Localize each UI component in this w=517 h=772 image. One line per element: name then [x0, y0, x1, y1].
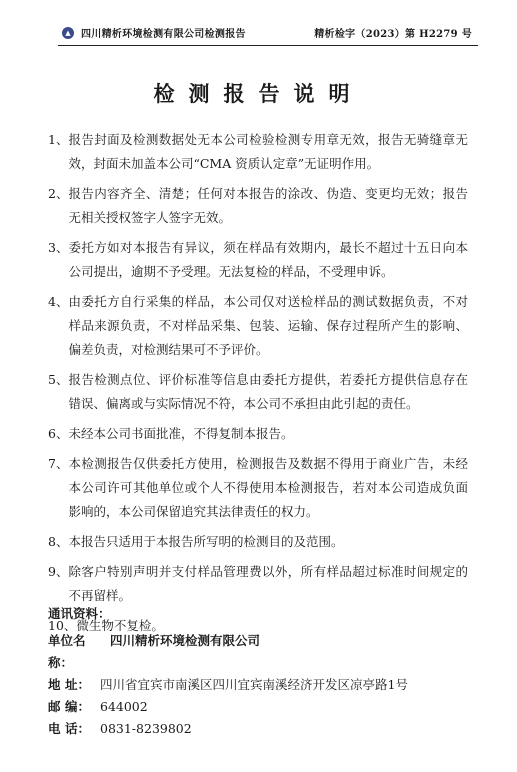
postcode-label-a: 邮 — [48, 699, 61, 714]
item-text: 委托方如对本报告有异议，须在样品有效期内，最长不超过十五日向本公司提出，逾期不予受理。无法复检的样品，不受理申诉。 — [68, 240, 468, 279]
phone-label-b: 话： — [64, 721, 90, 736]
list-item — [48, 422, 468, 446]
list-item — [48, 368, 468, 416]
list-item — [48, 182, 468, 230]
header-company-line: 四川精析环境检测有限公司检测报告 — [81, 29, 246, 40]
item-text: 报告封面及检测数据处无本公司检验检测专用章无效，报告无骑缝章无效，封面未加盖本公司“CMA 资质认定章”无证明作用。 — [68, 132, 468, 171]
item-text: 本检测报告仅供委托方使用，检测报告及数据不得用于商业广告，未经本公司许可其他单位或个人不得使用本检测报告，若对本公司造成负面影响的，本公司保留追究其法律责任的权力。 — [68, 456, 468, 519]
item-text: 报告内容齐全、清楚；任何对本报告的涂改、伪造、变更均无效；报告无相关授权签字人签字无效。 — [68, 186, 468, 225]
contact-row-address — [48, 674, 468, 696]
contact-row-phone — [48, 718, 468, 740]
list-item — [48, 128, 468, 176]
list-item — [48, 560, 468, 608]
postcode-label — [48, 696, 90, 718]
unit-value: 四川精析环境检测有限公司 — [110, 633, 261, 648]
item-text: 未经本公司书面批准，不得复制本报告。 — [68, 426, 294, 441]
contact-row-postcode — [48, 696, 468, 718]
item-text: 由委托方自行采集的样品，本公司仅对送检样品的测试数据负责，不对样品来源负责，不对样品采集、包装、运输、保存过程所产生的影响、偏差负责，对检测结果可不予评价。 — [68, 294, 468, 357]
page-header — [62, 25, 472, 40]
item-number: 1、 — [48, 132, 69, 147]
item-number: 4、 — [48, 294, 69, 309]
item-text: 报告检测点位、评价标准等信息由委托方提供，若委托方提供信息存在错误、偏离或与实际情况不符，本公司不承担由此引起的责任。 — [68, 372, 468, 411]
unit-label: 单位名称： — [48, 633, 86, 670]
header-divider — [58, 45, 478, 46]
page-title: 检测报告说明 — [153, 81, 364, 106]
phone-label — [48, 718, 90, 740]
item-text: 除客户特别声明并支付样品管理费以外，所有样品超过标准时间规定的不再留样。 — [68, 564, 468, 603]
notes-list — [48, 128, 468, 644]
header-report-number: 精析检字（2023）第 H2279 号 — [314, 29, 472, 40]
phone-label-a: 电 — [48, 721, 61, 736]
address-label-a: 地 — [48, 677, 61, 692]
list-item — [48, 236, 468, 284]
list-item — [48, 290, 468, 362]
address-label-b: 址： — [64, 677, 90, 692]
phone-value: 0831-8239802 — [100, 721, 192, 736]
postcode-label-b: 编： — [64, 699, 90, 714]
item-number: 9、 — [48, 564, 69, 579]
address-label — [48, 674, 90, 696]
address-value: 四川省宜宾市南溪区四川宜宾南溪经济开发区凉亭路1号 — [100, 677, 408, 692]
item-number: 3、 — [48, 240, 69, 255]
item-number: 6、 — [48, 426, 69, 441]
contact-info — [48, 604, 468, 740]
postcode-value: 644002 — [100, 699, 148, 714]
item-text: 微生物不复检。 — [76, 618, 164, 633]
item-number: 5、 — [48, 372, 69, 387]
item-text: 本报告只适用于本报告所写明的检测目的及范围。 — [68, 534, 344, 549]
item-number: 7、 — [48, 456, 69, 471]
header-left — [62, 25, 246, 40]
item-number: 8、 — [48, 534, 69, 549]
item-number: 2、 — [48, 186, 69, 201]
list-item — [48, 452, 468, 524]
item-number: 10、 — [48, 618, 77, 633]
list-item — [48, 530, 468, 554]
contact-row-unit — [48, 630, 468, 674]
company-logo-icon: ▲ — [62, 27, 74, 39]
contact-heading: 通讯资料： — [48, 606, 111, 621]
